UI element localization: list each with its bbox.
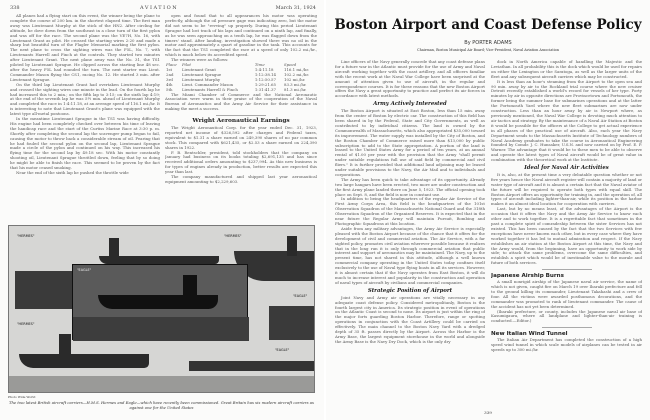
paragraph: A small nonrigid airship of the Japanese naval air service, the name of which is not given, caught fire on March 19 over Ibaraki prefecture and fell to the ground killing its commander, Lieutenant Takahashi and a crew of four. All the victims were awarded posthumous decorations, and the commander was promoted to rank of lieutenant commander. The cause of the accident has not yet been determined.	[491, 279, 642, 309]
photo-label: "HERMES"	[17, 322, 35, 326]
right-column-2	[491, 60, 642, 406]
paragraph: Last, but by no means least, of the advantages of the Airport is the occasion that it offers the Navy and the Army Air Service to know each other and to work together. It is a regrettable fact that sometimes in the past a complete spirit of comradeship between the sister Services has not existed. This has been caused by the fact that the two Services with few exceptions have never known each other, but in every case where they have worked together it has led to mutual admiration and respect. If the Navy establishes an air station at the Boston Airport at this time, the Navy and the Army would, from the beginning, have an opportunity to work side by side; to attack the same problems, overcome the same difficulties, and establish a spirit which would be of inestimable value to the morale and future of both services.	[491, 206, 642, 266]
table-cell: 102.2 mi./hr.	[283, 71, 309, 77]
table-cell: Lieutenants Harrell & Finch	[181, 86, 238, 92]
th: Speed	[283, 62, 297, 68]
paragraph: dock in North America capable of handling the Majestic and the Leviathan. In all probability this is the dock which would be used for repairs on either the Lexington or the Saratoga, as well as the larger units of the fleet and any subsequent aircraft carriers which may be constructed.	[491, 60, 642, 79]
paragraph: Near the end of the sixth lap he pushed the throttle wide	[16, 170, 129, 175]
carrier-silhouette	[189, 361, 314, 371]
running-header: AVIATION	[140, 5, 179, 11]
photo-caption: The two latest British aircraft carriers—H.M.S. Hermes and Eagle—which have recently been commissioned. Great Britain has six modern aircraft carriers as against one for the United States	[9, 400, 314, 410]
paragraph: All planes had a flying start on this event, the winner being the plane to complete the course of 200 km. in the shortest elapsed time. The first man away was Lieutenant Murphy at the stick of the HN2. After circling for altitude, he dove down from the southeast in a close turn of the first pylon and was off for the race. The second plane was the VE7H, No. 16, with Lieutenant Grant as pilot. He crossed the starting wires 2:20 and made a sharp but beautiful turn of the Flagler Memorial marking the first pylon. The next plane to cross the sighting wires was the F5L, No. 7, with Lieutenants Harrell and Finch at the controls. They started two minutes after Lieutenant Grant. The next plane away was the No. 31, the TS1 piloted by Lieutenant Sprague. He clipped across the starting line 48 sec. after the heavy F5L had rounded the turn. The next starter was Lieut. Commander Mason flying the CS1, racing No. 12. He started 3 min. after Lieutenant Sprague.	[10, 14, 160, 82]
carrier-silhouette	[269, 306, 315, 340]
carrier-island	[109, 238, 119, 258]
photo-credit: Photo Wide World	[8, 395, 36, 399]
table-cell: 1:12:38.14	[254, 71, 276, 77]
paragraph: Aside from any military advantages, the Army Air Service is especially pleased with the Boston Airport because of the chance that it offers for the development of civil and commercial aviation. The Air Service, with a far sighted policy, promotes civil aviation wherever possible because it realizes that in the long run it is only through commercial aviation that public interest and support of aeronautics may be maintained. The Navy, up to the present time, has not shared in this attitude, although a well known commercial company operating in the United States today confines itself exclusively to the use of Naval type flying boats in all its services. However, it is almost certain that if the Navy operates from East Boston, it will do much to increase interest and popularity in the construction and operation of naval types of aircraft by civilians and commercial companies.	[335, 225, 485, 285]
carrier-island	[59, 334, 71, 356]
divider	[216, 115, 266, 116]
left-column-1	[10, 14, 160, 222]
photo-label: "HERMES"	[17, 234, 35, 238]
divider	[542, 327, 592, 328]
table-cell: 5th	[166, 86, 173, 92]
section-heading: Army Actively Interested	[373, 101, 447, 108]
aircraft-carriers-photo	[8, 225, 315, 393]
paragraph: The company manufactured and shipped last year aeronautical equipment amounting to $2,229,603.	[165, 174, 317, 184]
carrier-island	[287, 236, 297, 256]
table-cell: 4th	[166, 81, 173, 87]
paragraph: It is, also, at the present time a very debatable question whether or not five years hence the Naval aircraft register will contain a majority of land or water type of aircraft and it is almost a certain fact that the Naval aviator of the future will be required to operate both types with equal skill. The Boston Airport offers an opportunity for training in, and the operation of, all types of aircraft including lighter-than-air, while its position in the harbor makes it an almost ideal location for cooperation with carriers.	[491, 171, 642, 207]
winners-table	[165, 63, 317, 92]
table-cell: 1:31:41.37	[254, 86, 276, 92]
left-page	[0, 0, 324, 420]
photo-label: "EAGLE"	[275, 348, 290, 352]
paragraph: In addition to being the headquarters of the regular Air Service of the First Army Corps Area, this field is the headquarters of the 101st Observation Squadron of the Massachusetts National Guard and the 318th Observation Squadron of the Organized Reserves. It is expected that in the near future the Regular Army will maintain Pursuit, Bombing and Photographic Squadrons at this location.	[335, 196, 485, 226]
paragraph: F. B. Rentschler, president, told stockholders that the company on January had business on its books totaling $2,691,135 and has since received additional orders amounting to $237,994. As this new business is for types of engines already in production, better results are expected this year than last.	[165, 149, 317, 175]
right-page	[326, 0, 650, 420]
section-heading: Ideal for Naval Air Activities	[524, 165, 609, 172]
paragraph: The Wright Aeronautical Corp. for the year ended Dec. 31, 1923, reported net income of $326,592 after charges and Federal taxes, equivalent to $1.31 a share earned on 249,390 shares of no par common stock. This compared with $621,435, or $2.53 a share earned on 224,390 shares in 1922.	[165, 125, 317, 150]
paragraph: The winners were as follows:	[171, 57, 229, 63]
eagle-inset-photo	[72, 264, 248, 340]
paragraph: open and found that to all appearances his motor was operating perfectly, although the oil pressure gage was indicating zero, but the motor did not seem to be "revving" up properly. During this period Lieutenant Sprague had lost track of his laps and continued on a ninth lap, and finally, as he was seen approaching on a tenth lap, he was flagged down from the timers' stand. After landing, investigation showed there was no oil in the motor and approximately a quart of gasoline in the tank. This accounts for the fact that the TS1 completed the race at a speed of only 102.2 mi./hr., which is much below its accredited speed.	[165, 14, 317, 58]
page-number: 338	[10, 5, 20, 11]
photo-label: "EAGLE"	[77, 268, 92, 272]
section-heading: Strategic Position of Airport	[367, 287, 453, 294]
table-cell: Lieut. Commander Mason	[181, 81, 234, 87]
byline: By PORTER ADAMS	[464, 40, 512, 46]
table-cell: Lieutenant Grant	[181, 66, 216, 72]
table-cell: 1:29:21.65	[254, 81, 276, 87]
paragraph: (Ibaraki prefecture, or county, includes the Japanese naval air base of Kasumigaura, where all landplane and lighter-than-air training is conducted.—Editor.)	[491, 308, 642, 324]
table-cell: 116.1 mi./hr.	[283, 66, 309, 72]
th: Pilot	[181, 62, 191, 68]
table-cell: Lieutenant Murphy	[181, 76, 221, 82]
table-cell: Lieutenant Sprague	[181, 71, 222, 77]
issue-date: March 31, 1924	[275, 5, 316, 11]
paragraph: The Army has been quick to take advantage of its opportunity. Already two large hangars have been erected, two more are under construction and the first Army plane landed there on June 5, 1923. The official opening took place on Sept. 8, and the field is now in constant use.	[335, 176, 485, 197]
section-heading: New Italian Wind Tunnel	[491, 331, 568, 338]
paragraph: On the third lap Lieutenant Grant had overtaken Lieutenant Murphy and crossed the sighting wires one minute in the lead. On the fourth lap he had increased this to 2 min.; on the fifth lap to 3:15; on the sixth lap 4:19; at the end of the seventh lap he was 5½ min. ahead of Lieutenant Murphy and completed the race in 1:4:11.18, at an average speed of 116.1 mi./hr. It is interesting to note that Lieutenant Grant's plane was equipped with the latest type all-metal pontoons.	[10, 81, 160, 117]
table-cell: 102 mi./hr.	[283, 76, 306, 82]
paragraph: The Boston Airport is situated at East Boston, less than 15 min. away from the center of Boston by electric car. The construction of this field has been shared in by the Federal, State and City Governments, as well as contributed to by individual citizens. The land is owned by the Commonwealth of Massachusetts, which also appropriated $35,000 toward its improvement. The water supply was installed by the City of Boston, and the Boston Chamber of Commerce raised more than $13,000 by public subscription to add to the State appropriation. A portion of the land is leased to the United States Army for a period of ten years, at an annual rental of $1.00 per year with the provision that the Army "shall permit under suitable regulations full use of said field by commercial and civil fliers." It is further provided that additional land adjoining may be leased under suitable provisions to the Navy, the Air Mail and to individuals and corporations.	[335, 108, 485, 177]
table-cell: 83.3 mi./hr.	[283, 81, 307, 87]
table-cell: 1:4:11.18	[254, 66, 274, 72]
left-column-2	[165, 14, 317, 222]
carrier-silhouette	[15, 271, 75, 309]
paragraph: It is less than an hour's steaming from the Airport to the open sea and 90 min. away by air to the Rockland trial course where the new cruiser Detroit recently established a world's record for vessels of her type. Forty minutes by air in opposite directions are Provincetown and Portsmouth, the former being the summer base for submarines operations and at the latter the Portsmouth Yard where the new fleet submarines are now under construction. Less than an hour away by air is Newport where, as previously mentioned, the Naval War College is devoting much attention to air tactics and strategy. By the maintenance of a Naval Air Station at Boston it would be possible for the officers at the College to get actual experience in all phases of the practical use of aircraft. Also, each year the Navy Department sends to the Massachusetts Institute of Technology numbers of Naval Academy graduates to take the course in Aeronautical Engineering founded by Comdr. J. C. Hunsaker, U.S.N. and now carried on by Prof. E. P. Warner. The advantage that it would be to these men to be able to observe and operate the latest types of Naval aircraft would be of great value in combination with the theoretical work at the Institute.	[491, 78, 642, 163]
table-cell: 81.3 mi./hr.	[283, 86, 307, 92]
divider	[542, 269, 592, 270]
paragraph: In the meantime Lieutenant Sprague in the TS1 was having difficulty. His engine had been completely checked over between his time of leaving the handicap race and the start of the Curtiss Marine Race at 3:30 p. m. Shortly after completing the second lap the scavenger pump began to fail, causing the motor to throw back a considerable stream of oil. Fearing that he had fouled the second pylon on the second lap, Lieutenant Sprague made a circle of the pylon and continued on his way. This increased his flying time for the second lap by 49.18 sec. With his motor constantly shooting oil, Lieutenant Sprague throttled down, feeling that by so doing he might be able to finish the race. This seemed to be proven by the fact that his motor ceased smoking.	[10, 116, 160, 171]
page-number: 339	[484, 410, 492, 415]
table-cell: 1st	[166, 66, 173, 72]
article-title: Boston Airport and Coast Defense Policy	[334, 17, 642, 33]
paragraph: The Miami Chamber of Commerce and the National Aeronautic Association were warm in their praise of the cooperation of the Naval Bureau of Aeronautics and the Army Air Service for their assistance in making the meet a success.	[165, 91, 317, 112]
photo-label: "EAGLE"	[293, 294, 308, 298]
sea	[9, 376, 315, 393]
photo-label: "HERMES"	[224, 234, 242, 238]
th: Time	[254, 62, 265, 68]
section-heading: Japanese Airship Burns	[491, 273, 564, 280]
section-heading-wright: Wright Aeronautical Earnings	[192, 118, 290, 125]
th: Place	[166, 62, 177, 68]
paragraph: Joint Navy and Army air operations are vitally necessary in any adequate coast defense policy. Considered metropolitanly, Boston is the fourth largest city in America. Its strategic position in event of operations on the Atlantic Coast is second to none. Its airport is just within the ring of the major forts guarding Boston Harbor. Therefore, range or spotting operations in conjunction with the Coast Artillery could be carried on effectively. The main channel to the Boston Navy Yard with a dredged depth of 35 ft. passes directly by the Airport. Across the Harbor is the Army Base, the largest equipment storehouse in the world and alongside the Army Base is the Navy Dry Dock, which is the only dry	[335, 294, 485, 344]
right-column-1	[335, 60, 485, 406]
author-affiliation: Chairman, Boston Municipal Air Board; Vice-President, Naval Aviation Association	[416, 48, 560, 52]
table-cell: 3rd	[166, 76, 173, 82]
paragraph: The Italian Air Department has completed the construction of a high speed wind tunnel in which scale models of airplanes can be tested in air speeds up to 300 mi./hr.	[491, 337, 642, 352]
paragraph: Line officers of the Navy generally concede that any coast defense plans for a future war in the Atlantic must provide for the use of Army and Naval aircraft working together with the coast artillery, and all officers familiar with the recent work at the Naval War College have been surprised at the amount of attention given to use of aircraft, in the regular and correspondence courses. It is for these reasons that the new Boston Airport offers the Navy a great opportunity to practice and perfect its air forces in accordance with latest methods.	[335, 60, 485, 99]
carrier-silhouette	[19, 354, 149, 368]
table-cell: 1:12:50.57	[254, 76, 276, 82]
table-cell: 2nd	[166, 71, 174, 77]
